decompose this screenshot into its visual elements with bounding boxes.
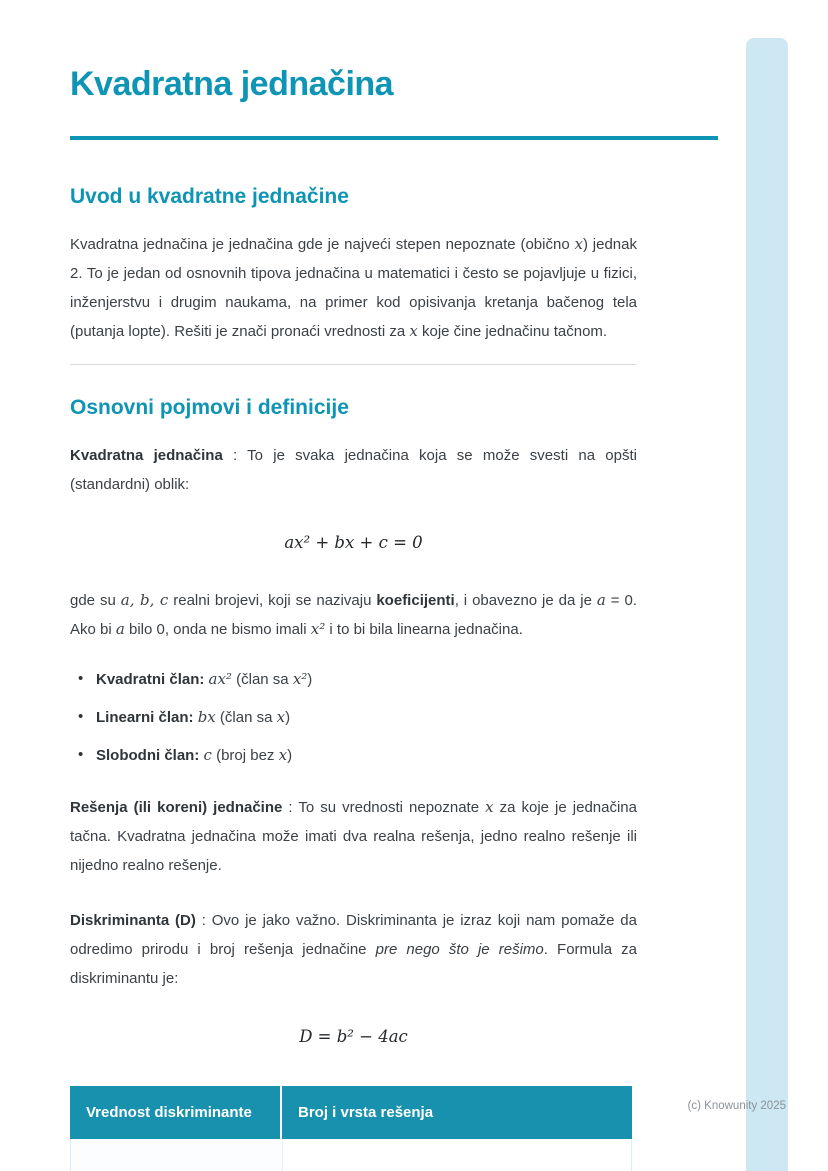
text-segment: : Ovo je jako važno. Diskriminanta je izraz koji nam pomaže da odredimo prirodu i broj rešenja jednačine [70, 912, 637, 958]
text-segment: : To je svaka jednačina koja se može svesti na opšti (standardni) oblik: [70, 447, 637, 493]
coefficients-paragraph [70, 586, 637, 644]
text-segment: (član sa [231, 671, 293, 688]
text-segment: ax² [208, 670, 232, 688]
text-segment: Kvadratna jednačina je jednačina gde je najveći stepen nepoznate (obično [70, 236, 575, 253]
text-segment: gde su [70, 592, 121, 609]
text-segment: ) [307, 671, 313, 688]
discriminant-paragraph [70, 906, 637, 993]
section-divider [70, 364, 637, 365]
text-segment: x [409, 322, 418, 340]
formula-discriminant: D = b² − 4ac [299, 1027, 408, 1046]
footer-credit: (c) Knowunity 2025 [687, 1100, 786, 1112]
header-cell-solution-type: Broj i vrsta rešenja [298, 1104, 434, 1121]
text-segment: . Formula za diskriminantu je: [70, 941, 637, 987]
table-body-row-clipped [70, 1139, 632, 1171]
text-segment: x [276, 708, 286, 726]
text-segment: x [574, 235, 583, 253]
text-segment: : To su vrednosti nepoznate [282, 799, 486, 816]
text-segment: x [485, 798, 494, 816]
page-title: Kvadratna jednačina [70, 65, 394, 103]
term-bullet-list [70, 668, 637, 767]
section-heading-intro: Uvod u kvadratne jednačine [70, 185, 349, 208]
text-segment: bilo 0, onda ne bismo imali [124, 621, 311, 638]
table-body-cell [71, 1139, 283, 1171]
section-heading-basics: Osnovni pojmovi i definicije [70, 396, 349, 419]
definition-paragraph [70, 441, 637, 499]
intro-paragraph [70, 230, 637, 346]
title-rule [70, 136, 718, 140]
table-body-cell [283, 1139, 631, 1171]
text-segment: x [278, 746, 288, 764]
text-segment: realni brojevi, koji se nazivaju [168, 592, 377, 609]
list-item-linear-term [70, 706, 637, 729]
text-segment: pre nego što je rešimo [375, 941, 544, 958]
formula-quadratic-general: ax² + bx + c = 0 [284, 533, 423, 552]
document-content [70, 64, 637, 1171]
text-segment: koeficijenti [376, 592, 455, 609]
text-segment: x² [292, 670, 308, 688]
page-edge-strip [746, 38, 788, 1171]
solutions-paragraph [70, 793, 637, 880]
text-segment: Kvadratni član: [96, 671, 209, 688]
text-segment: ) jednak 2. To je jedan od osnovnih tipova jednačina u matematici i često se pojavljuje u fizici, inženjerstvu i drugim naukama, na primer kod opisivanja kretanja bačenog tela (putanja lopte). Rešiti je znači pronaći vrednosti za [70, 236, 637, 340]
header-cell-discriminant-value: Vrednost diskriminante [70, 1086, 282, 1139]
text-segment: ) [285, 709, 291, 726]
list-item-quadratic-term [70, 668, 637, 691]
text-segment: a [115, 620, 125, 638]
text-segment: Kvadratna jednačina [70, 447, 223, 464]
text-segment: Slobodni član: [96, 747, 204, 764]
text-segment: x² [310, 620, 326, 638]
text-segment: i to bi bila linearna jednačina. [325, 621, 523, 638]
text-segment: a [596, 591, 606, 609]
text-segment: = 0. Ako bi [70, 592, 637, 638]
text-segment: , i obavezno je da je [454, 592, 597, 609]
text-segment: Linearni član: [96, 709, 198, 726]
table-header-row [70, 1086, 632, 1139]
discriminant-table [70, 1086, 632, 1171]
text-segment: Diskriminanta (D) [70, 912, 196, 929]
text-segment: ) [287, 747, 293, 764]
text-segment: za koje je jednačina tačna. Kvadratna jednačina može imati dva realna rešenja, jedno realno rešenje ili nijedno realno rešenje. [70, 799, 637, 874]
text-segment: (član sa [215, 709, 277, 726]
text-segment: c [203, 746, 212, 764]
text-segment: koje čine jednačinu tačnom. [417, 323, 608, 340]
text-segment: bx [197, 708, 216, 726]
text-segment: a, b, c [120, 591, 169, 609]
list-item-free-term [70, 744, 637, 767]
text-segment: (broj bez [211, 747, 279, 764]
text-segment: Rešenja (ili koreni) jednačine [70, 799, 283, 816]
